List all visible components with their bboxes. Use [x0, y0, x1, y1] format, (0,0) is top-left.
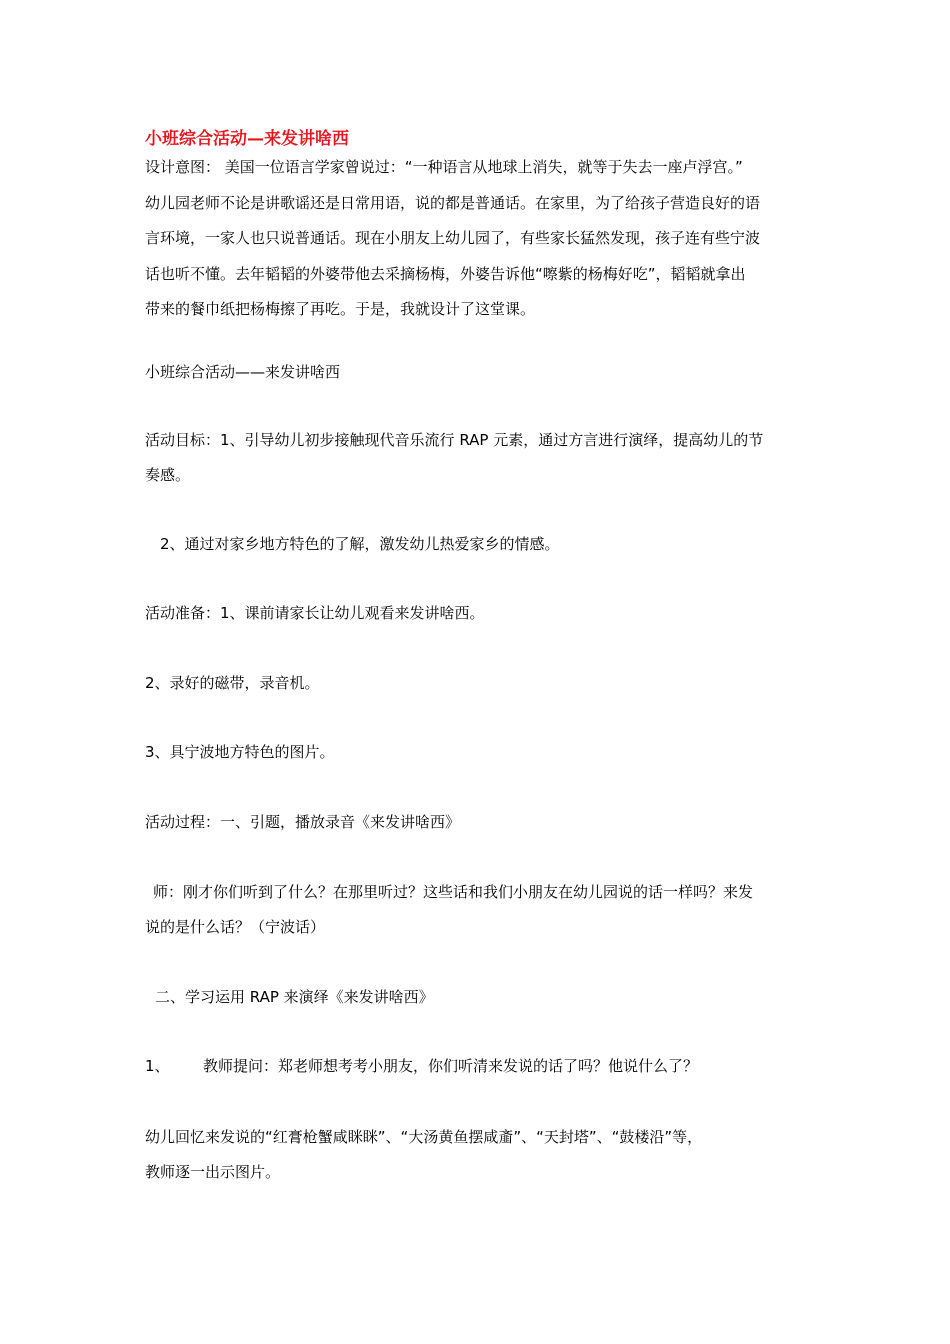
activity-subtitle: 小班综合活动——来发讲啥西	[145, 363, 341, 381]
intro-line: 幼儿园老师不论是讲歌谣还是日常用语，说的都是普通话。在家里，为了给孩子营造良好的语	[145, 193, 761, 212]
activity-prep-2: 2、录好的磁带，录音机。	[145, 674, 320, 692]
step-1-number: 1、	[145, 1057, 170, 1075]
recall-line: 教师逐一出示图片。	[145, 1163, 281, 1181]
teacher-line: 师：刚才你们听到了什么？在那里听过？这些话和我们小朋友在幼儿园说的话一样吗？来发	[153, 883, 754, 901]
recall-line: 幼儿回忆来发说的“红膏枪蟹咸眯眯”、“大汤黄鱼摆咸齑”、“天封塔”、“鼓楼沿”等，	[145, 1128, 703, 1146]
goals-line: 奏感。	[145, 466, 191, 484]
intro-line: 话也听不懂。去年韬韬的外婆带他去采摘杨梅，外婆告诉他“嚓紫的杨梅好吃”，韬韬就拿出	[145, 264, 746, 283]
activity-prep-3: 3、具宁波地方特色的图片。	[145, 743, 335, 761]
design-intent-paragraph	[145, 150, 810, 328]
intro-line: 带来的餐巾纸把杨梅擦了再吃。于是，我就设计了这堂课。	[145, 300, 536, 318]
intro-line: 言环境，一家人也只说普通话。现在小朋友上幼儿园了，有些家长猛然发现，孩子连有些宁波	[145, 229, 761, 247]
activity-process-2: 二、学习运用 RAP 来演绎《来发讲啥西》	[155, 988, 434, 1006]
step-1-text: 教师提问：郑老师想考考小朋友，你们听清来发说的话了吗？他说什么了？	[203, 1057, 699, 1075]
teacher-line: 说的是什么话？（宁波话）	[145, 918, 326, 936]
document-title: 小班综合活动—来发讲啥西	[145, 129, 349, 149]
goals-line: 活动目标：1、引导幼儿初步接触现代音乐流行 RAP 元素，通过方言进行演绎，提高幼儿的节	[145, 431, 764, 449]
activity-process-1: 活动过程：一、引题，播放录音《来发讲啥西》	[145, 813, 461, 831]
activity-prep-1: 活动准备：1、课前请家长让幼儿观看来发讲啥西。	[145, 604, 485, 622]
step-1	[145, 1049, 698, 1084]
activity-goals	[145, 423, 763, 493]
activity-goal-2: 2、通过对家乡地方特色的了解，激发幼儿热爱家乡的情感。	[160, 535, 560, 553]
intro-line: 设计意图： 美国一位语言学家曾说过：“一种语言从地球上消失，就等于失去一座卢浮宫。”	[145, 158, 743, 176]
teacher-questions	[145, 875, 753, 945]
children-recall	[145, 1120, 702, 1190]
